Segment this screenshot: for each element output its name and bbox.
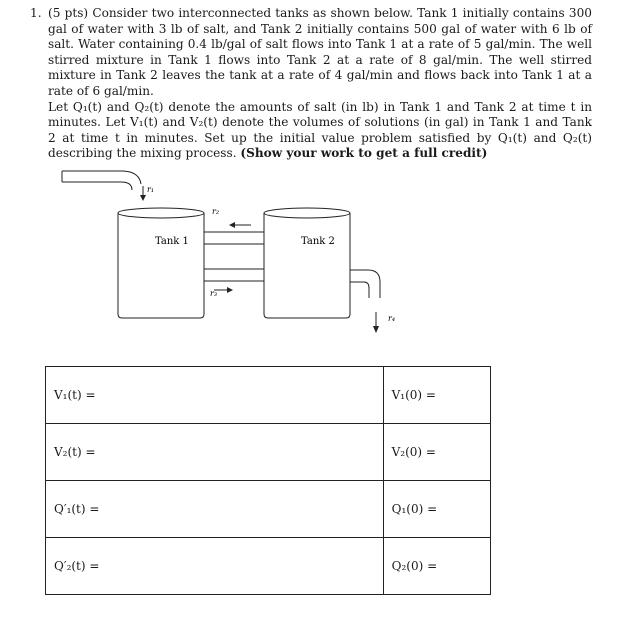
- tank-2: [264, 208, 350, 318]
- inlet-pipe: [62, 171, 141, 190]
- table-row: [46, 538, 491, 595]
- answer-table: [45, 366, 491, 595]
- problem-points: (5 pts): [48, 6, 89, 20]
- table-row: [46, 367, 491, 424]
- tank-1-label: Tank 1: [155, 236, 189, 247]
- outlet-pipe: [350, 270, 380, 298]
- q1-prime-cell[interactable]: Q′₁(t) =: [46, 481, 384, 538]
- problem-text-1: Consider two interconnected tanks as shown below. Tank 1 initially contains 300 gal of water with 3 lb of salt, and Tank 2 initially contains 500 gal of water with 6 lb of salt. Water containing 0.4 lb/gal of salt flows into Tank 1 at a rate of 5 gal/min. The well stirred mixture in Tank 1 flows into Tank 2 at a rate of 8 gal/min. The well stirred mixture in Tank 2 leaves the tank at a rate of 4 gal/min and flows back into Tank 1 at a rate of 6 gal/min.: [48, 6, 592, 98]
- v2-t-cell[interactable]: V₂(t) =: [46, 424, 384, 481]
- r1-arrow: [140, 186, 146, 201]
- v1-t-cell[interactable]: V₁(t) =: [46, 367, 384, 424]
- table-row: [46, 424, 491, 481]
- r3-label: r₃: [210, 289, 218, 298]
- problem-text-2: Let Q₁(t) and Q₂(t) denote the amounts of salt (in lb) in Tank 1 and Tank 2 at time t in minutes. Let V₁(t) and V₂(t) denote the volumes of solutions (in gal) in Tank 1 and Tank 2 at time t in minutes. Set up the initial value problem satisfied by Q₁(t) and Q₂(t) describing the mixing process.: [48, 99, 592, 161]
- r2-arrow: [229, 222, 251, 228]
- r4-arrow: [373, 312, 379, 333]
- table-row: [46, 481, 491, 538]
- v2-0-cell[interactable]: V₂(0) =: [383, 424, 490, 481]
- r4-label: r₄: [388, 314, 396, 323]
- lower-pipe: [204, 269, 264, 281]
- r1-label: r₁: [147, 185, 155, 194]
- upper-pipe: [204, 232, 264, 244]
- r2-label: r₂: [212, 207, 220, 216]
- tank-1: [118, 208, 204, 318]
- q1-0-cell[interactable]: Q₁(0) =: [383, 481, 490, 538]
- tank-2-label: Tank 2: [301, 236, 335, 247]
- v1-0-cell[interactable]: V₁(0) =: [383, 367, 490, 424]
- q2-0-cell[interactable]: Q₂(0) =: [383, 538, 490, 595]
- q2-prime-cell[interactable]: Q′₂(t) =: [46, 538, 384, 595]
- problem-instruction: (Show your work to get a full credit): [240, 146, 488, 161]
- problem-number: 1.: [30, 6, 42, 20]
